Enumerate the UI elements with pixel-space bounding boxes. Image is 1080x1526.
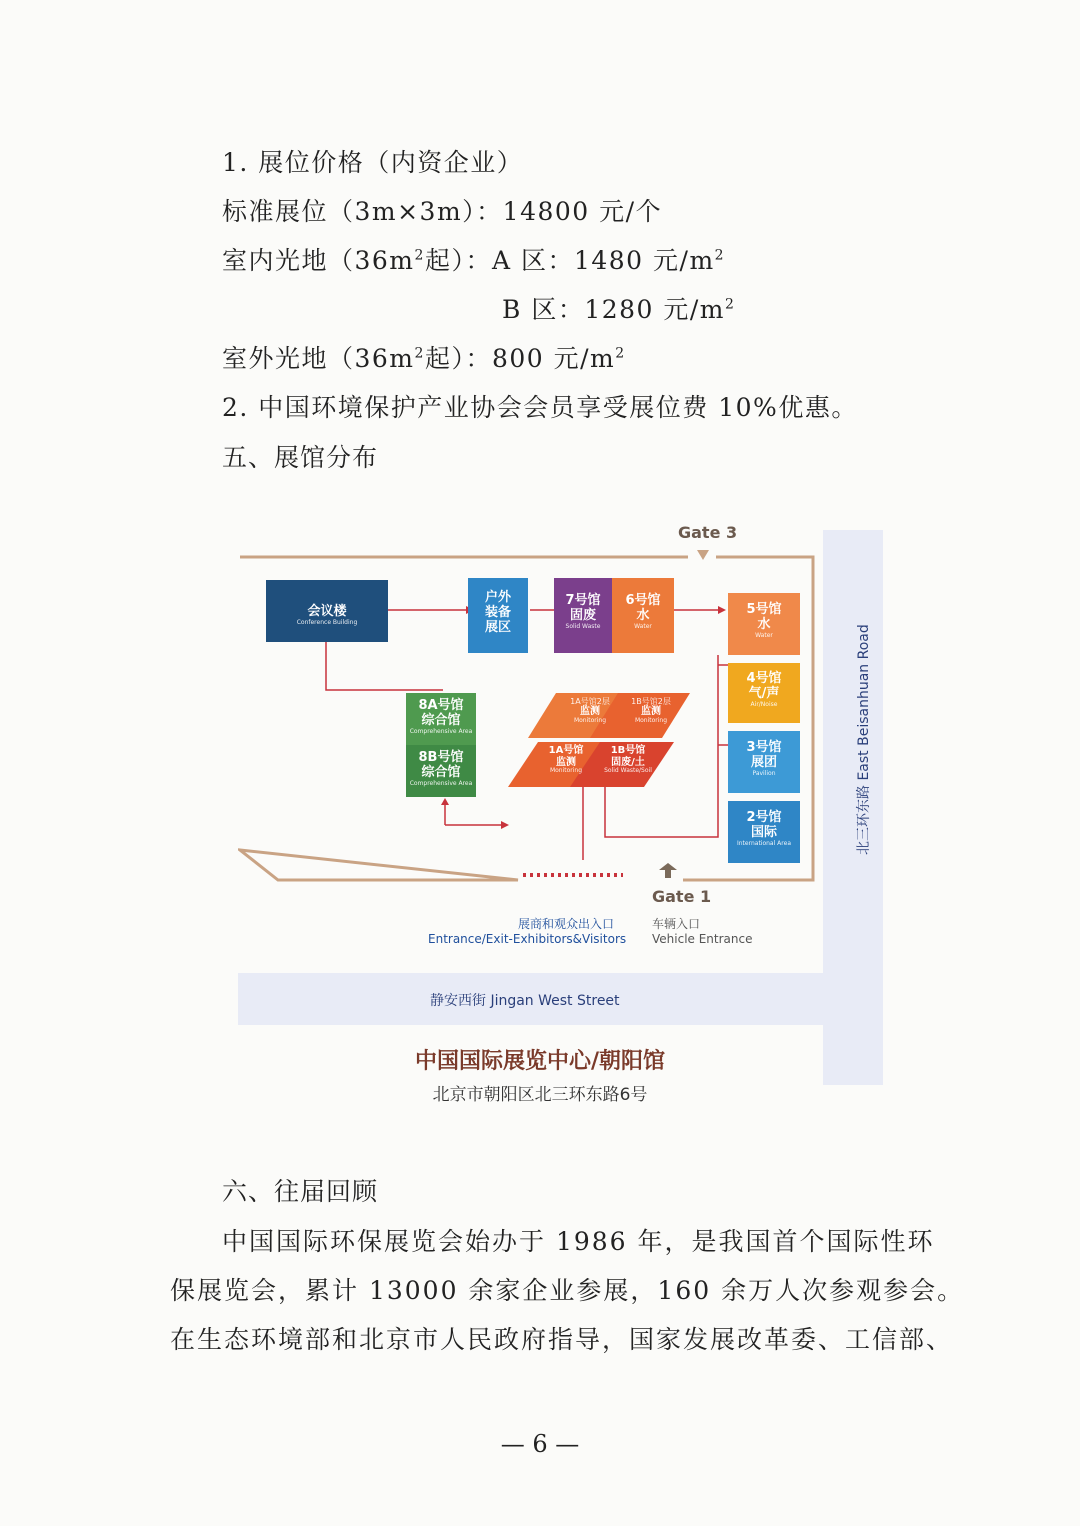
hall-7 (554, 578, 612, 653)
hall-8b-sub: 综合馆 (421, 764, 461, 780)
standard-booth-line (222, 192, 662, 228)
hall-1a-sub: 监测 (556, 756, 576, 768)
venue-map (238, 515, 883, 1085)
hall-7-sub: 固废 (569, 607, 596, 623)
hall-8a-en: Comprehensive Area (409, 727, 473, 735)
gate-3-label: Gate 3 (678, 523, 738, 542)
outdoor-space-price: 800 元/m (491, 344, 616, 373)
vehicle-label-en: Vehicle Entrance (652, 932, 753, 946)
hall-8a-name: 8A号馆 (418, 698, 464, 713)
outdoor-area-line-2: 装备 (484, 604, 511, 620)
superscript: 2 (725, 296, 736, 313)
outdoor-space-label-end: 起）： (424, 344, 492, 373)
hall-7-en: Solid Waste (565, 622, 601, 630)
gate-3-marker (697, 550, 709, 560)
standard-booth-label: 标准展位（3m×3m）： (222, 197, 503, 226)
page-number: — 6 — (500, 1430, 580, 1458)
hall-8a (406, 693, 476, 745)
review-line-1: 中国国际环保展览会始办于 1986 年，是我国首个国际性环 (222, 1227, 935, 1256)
hall-2-sub: 国际 (750, 824, 777, 840)
hall-1b-label (596, 745, 660, 775)
hall-8a-sub: 综合馆 (421, 712, 461, 728)
hall-1b2-sub: 监测 (641, 706, 661, 718)
gate-1-arrow (659, 863, 677, 870)
review-line-2: 保展览会，累计 13000 余家企业参展，160 余万人次参观参会。 (170, 1276, 965, 1305)
hall-1a-label (536, 745, 596, 775)
west-street-label: 静安西街 Jingan West Street (430, 993, 620, 1009)
hall-5 (728, 593, 800, 655)
hall-1a2-name: 1A号馆2层 (570, 697, 610, 706)
pricing-item-2 (222, 388, 858, 424)
hall-3-en: Pavilion (752, 769, 776, 777)
hall-2 (728, 801, 800, 863)
outdoor-equipment-area (468, 578, 528, 653)
entrance-label-en: Entrance/Exit-Exhibitors&Visitors (428, 932, 627, 946)
venue-address: 北京市朝阳区北三环东路6号 (432, 1085, 648, 1105)
hall-5-name: 5号馆 (746, 602, 782, 617)
hall-3 (728, 731, 800, 793)
gate-1-arrow-stem (665, 870, 671, 878)
standard-booth-price: 14800 元/个 (502, 197, 663, 226)
indoor-space-label-end: 起）： (424, 246, 492, 275)
hall-1b-sub: 固废/土 (611, 756, 645, 768)
pricing-item-2-text: 2. 中国环境保护产业协会会员享受展位费 10%优惠。 (222, 393, 858, 422)
hall-6-en: Water (634, 622, 652, 630)
pricing-item-1 (222, 143, 523, 179)
pricing-item-1-text: 1. 展位价格（内资企业） (222, 148, 524, 177)
hall-1b2-en: Monitoring (634, 716, 668, 724)
zone-a-price: A 区：1480 元/m (491, 246, 715, 275)
hall-3-name: 3号馆 (746, 740, 782, 755)
hall-1b2-label (621, 697, 681, 725)
section-6-title: 六、往届回顾 (222, 1177, 379, 1206)
conference-building-name: 会议楼 (307, 604, 347, 619)
hall-3-sub: 展团 (750, 754, 777, 770)
zone-b-line (502, 290, 735, 326)
hall-5-sub: 水 (757, 616, 771, 632)
superscript: 2 (714, 247, 726, 264)
review-line-3: 在生态环境部和北京市人民政府指导，国家发展改革委、工信部、 (170, 1325, 954, 1354)
hall-1b-name: 1B号馆 (610, 745, 646, 756)
hall-1a-en: Monitoring (549, 767, 583, 774)
zone-b-price: B 区：1280 元/m (502, 295, 726, 324)
hall-2-en: International Area (736, 839, 791, 847)
hall-1a2-sub: 监测 (580, 706, 600, 718)
outdoor-area-line-3: 展区 (484, 619, 511, 635)
indoor-space-label: 室内光地（36m (222, 246, 415, 275)
hall-2-name: 2号馆 (746, 810, 782, 825)
hall-1b-en: Solid Waste/Soil (604, 767, 652, 774)
conference-building-en: Conference Building (296, 618, 358, 626)
hall-4-en: Air/Noise (750, 700, 778, 708)
outdoor-area-line-1: 户外 (484, 590, 511, 605)
hall-4-name: 4号馆 (746, 671, 782, 686)
hall-6-sub: 水 (636, 607, 650, 623)
section-5-title: 五、展馆分布 (222, 443, 379, 472)
outdoor-space-line (222, 339, 626, 375)
conference-building (266, 580, 388, 642)
outdoor-space-label: 室外光地（36m (222, 344, 415, 373)
east-road-label: 北三环东路 East Beisanhuan Road (856, 624, 872, 855)
hall-1a2-en: Monitoring (573, 716, 607, 724)
superscript: 2 (414, 345, 425, 362)
hall-5-en: Water (755, 631, 773, 639)
gate-1-label: Gate 1 (652, 887, 712, 906)
hall-8b-en: Comprehensive Area (409, 779, 473, 787)
hall-1a2-label (560, 697, 620, 725)
superscript: 2 (414, 247, 425, 264)
hall-6-name: 6号馆 (625, 593, 661, 608)
hall-1a-name: 1A号馆 (548, 745, 584, 756)
vehicle-label-cn: 车辆入口 (652, 917, 701, 931)
hall-6 (612, 578, 674, 653)
venue-name: 中国国际展览中心/朝阳馆 (414, 1049, 666, 1074)
entrance-label-cn: 展商和观众出入口 (518, 917, 615, 931)
hall-8b (406, 745, 476, 797)
hall-1b2-name: 1B号馆2层 (631, 697, 671, 706)
hall-4 (728, 663, 800, 723)
indoor-space-line (222, 241, 725, 277)
hall-8b-name: 8B号馆 (418, 750, 464, 765)
hall-7-name: 7号馆 (565, 593, 601, 608)
hall-4-sub: 气/声 (748, 685, 780, 701)
superscript: 2 (615, 345, 626, 362)
